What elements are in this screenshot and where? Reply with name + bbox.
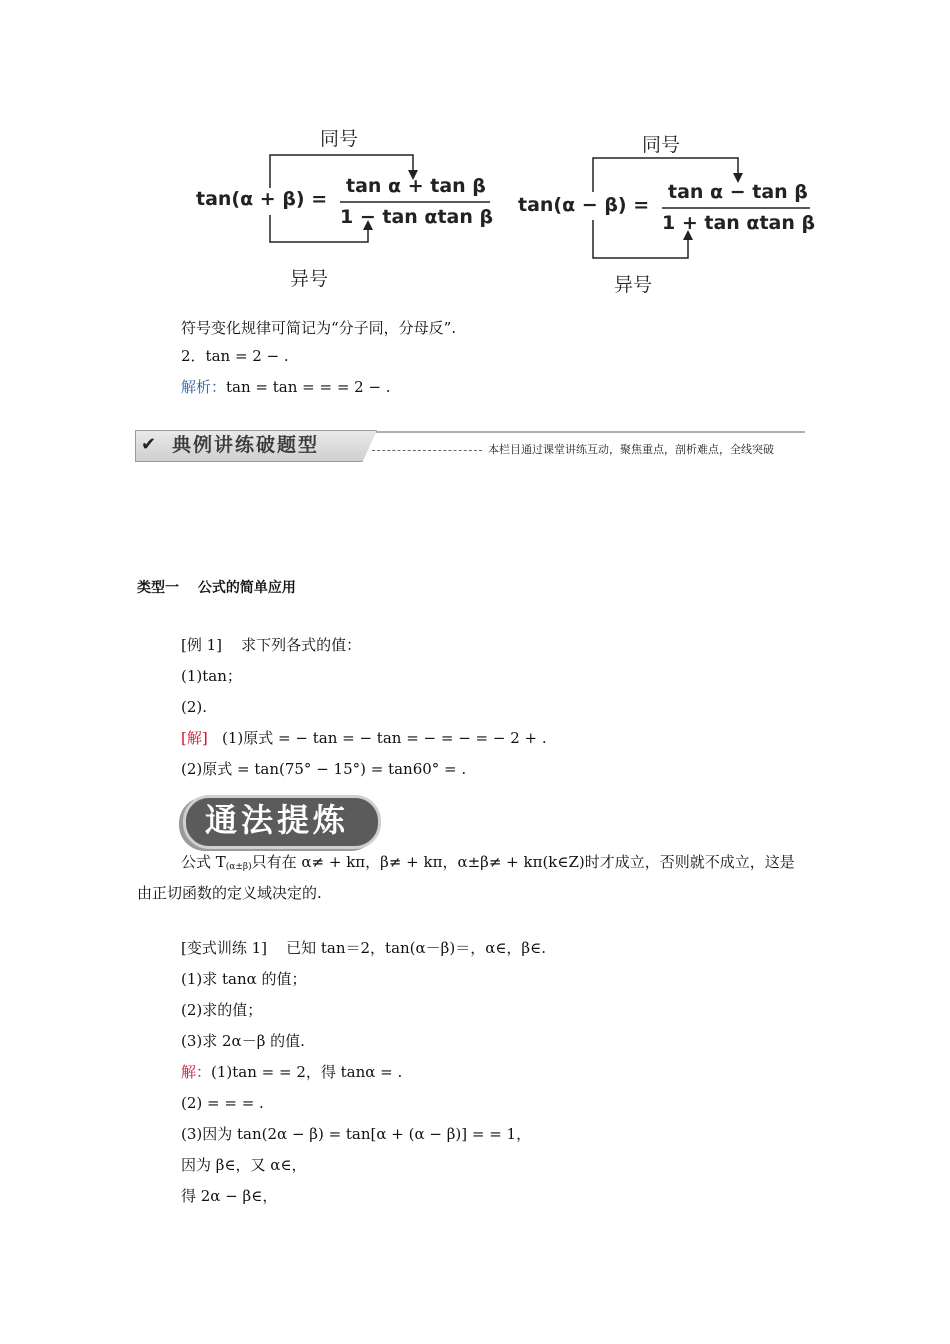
variant1-s4: 因为 β∈，又 α∈， bbox=[181, 1156, 307, 1174]
formula-right-denominator: 1 + tan αtan β bbox=[662, 212, 816, 234]
type1-heading: 类型一 公式的简单应用 bbox=[137, 580, 296, 596]
example1-q1: (1)tan； bbox=[181, 667, 242, 685]
method-text-part-a: 公式 T bbox=[181, 853, 226, 871]
formula-left-bottom-label: 异号 bbox=[290, 268, 329, 290]
method-text-line2: 由正切函数的定义域决定的. bbox=[137, 884, 322, 902]
variant1-label: [变式训练 1] bbox=[181, 939, 268, 957]
formula-left-numerator: tan α + tan β bbox=[346, 175, 486, 197]
variant1-prompt-line bbox=[181, 938, 546, 958]
method-text-line1 bbox=[181, 852, 795, 877]
summary-text: 符号变化规律可简记为“分子同，分母反”. bbox=[181, 319, 457, 337]
example1-q2: (2). bbox=[181, 698, 208, 716]
formula-right-bottom-label: 异号 bbox=[614, 274, 653, 296]
example1-label: [例 1] bbox=[181, 636, 223, 654]
formula-left-denominator: 1 − tan αtan β bbox=[340, 206, 494, 228]
variant1-q3: (3)求 2α－β 的值. bbox=[181, 1032, 305, 1050]
item2-analysis-line bbox=[181, 377, 391, 397]
variant1-s3: (3)因为 tan(2α − β) = tan[α + (α − β)] = = 1， bbox=[181, 1125, 532, 1143]
method-text-subscript: (α±β) bbox=[225, 862, 252, 872]
variant1-s1-line bbox=[181, 1062, 402, 1082]
formula-left-top-label: 同号 bbox=[320, 128, 359, 150]
banner-top-rule bbox=[370, 431, 805, 433]
variant1-q1: (1)求 tanα 的值； bbox=[181, 970, 307, 988]
variant1-solution-label: 解： bbox=[181, 1063, 212, 1081]
analysis-label: 解析： bbox=[181, 378, 227, 396]
variant1-s2: (2) = = = . bbox=[181, 1094, 264, 1112]
example1-prompt-line bbox=[181, 635, 361, 655]
example1-solution1: (1)原式 = − tan = − tan = − = − = − 2 + . bbox=[222, 729, 547, 747]
formula-right-lhs: tan(α − β) = bbox=[518, 194, 650, 216]
example1-solution1-line bbox=[181, 728, 547, 748]
banner-dashed-line bbox=[372, 450, 482, 451]
checkmark-icon: ✔ bbox=[141, 434, 157, 455]
item2-text: 2．tan = 2 − . bbox=[181, 347, 289, 365]
variant1-s1: (1)tan = = 2，得 tanα = . bbox=[211, 1063, 403, 1081]
method-badge-text: 通法提炼 bbox=[205, 801, 350, 839]
variant1-s5: 得 2α − β∈， bbox=[181, 1187, 278, 1205]
formula-left-lhs: tan(α + β) = bbox=[196, 188, 328, 210]
example1-prompt: 求下列各式的值： bbox=[241, 636, 362, 654]
example1-solution2: (2)原式 = tan(75° − 15°) = tan60° = . bbox=[181, 760, 467, 778]
analysis-text: tan = tan = = = 2 − . bbox=[226, 378, 391, 396]
variant1-prompt: 已知 tan＝2，tan(α－β)＝，α∈，β∈. bbox=[286, 939, 546, 957]
banner-title: 典例讲练破题型 bbox=[172, 434, 320, 456]
variant1-q2: (2)求的值； bbox=[181, 1001, 263, 1019]
banner-note: 本栏目通过课堂讲练互动，聚焦重点，剖析难点，全线突破 bbox=[488, 443, 774, 456]
formula-right-top-label: 同号 bbox=[642, 134, 681, 156]
formula-right-numerator: tan α − tan β bbox=[668, 181, 808, 203]
solution-label: [解] bbox=[181, 729, 208, 747]
method-text-part-b: 只有在 α≠ + kπ，β≠ + kπ，α±β≠ + kπ(k∈Z)时才成立，否则就不成立，这是 bbox=[251, 853, 795, 871]
